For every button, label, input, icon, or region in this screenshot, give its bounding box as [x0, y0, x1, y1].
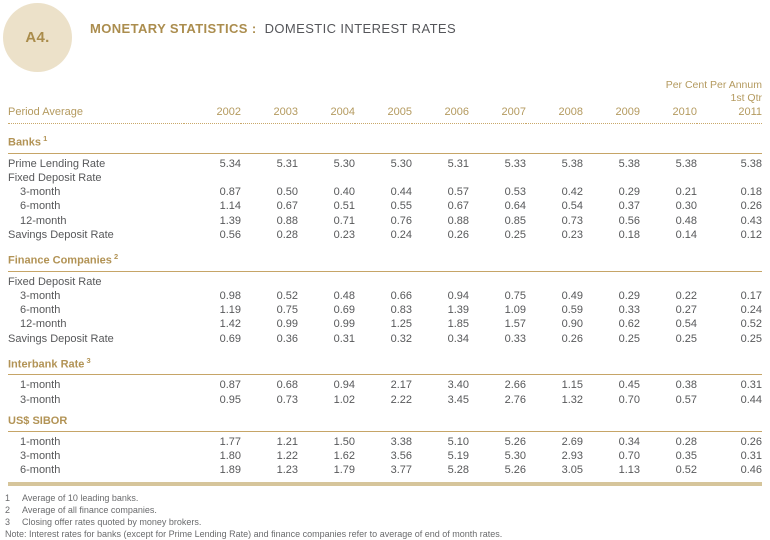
value-cell: 1.14 [219, 200, 241, 213]
value-cell: 0.21 [675, 186, 697, 199]
footnote-reference: 2 [111, 252, 119, 262]
row-label: 3-month [20, 289, 61, 302]
value-cell: 0.26 [561, 332, 583, 345]
value-cell: 0.48 [333, 289, 355, 302]
value-cell: 0.52 [276, 289, 298, 302]
value-cell: 0.87 [219, 186, 241, 199]
value-cell [241, 171, 298, 185]
table-area [8, 79, 762, 486]
value-cell: 0.70 [618, 393, 640, 406]
section-header-row [8, 124, 762, 154]
section-header-row [8, 242, 762, 271]
value-cell: 0.69 [219, 332, 241, 345]
value-cell: 0.48 [675, 214, 697, 227]
value-cell: 3.40 [447, 379, 469, 392]
value-cell: 0.75 [504, 289, 526, 302]
value-cell: 1.32 [561, 393, 583, 406]
value-cell: 0.29 [618, 186, 640, 199]
value-cell: 0.31 [740, 450, 762, 463]
value-cell [412, 271, 469, 289]
value-cell: 0.68 [276, 379, 298, 392]
value-cell: 0.26 [740, 435, 762, 448]
value-cell: 1.39 [219, 214, 241, 227]
value-cell: 5.30 [390, 157, 412, 170]
value-cell: 5.19 [447, 450, 469, 463]
footnotes-block [5, 492, 762, 540]
section-header-row [8, 346, 762, 375]
footnote-reference: 1 [41, 134, 48, 144]
section-header-row [8, 407, 762, 432]
value-cell: 1.85 [447, 318, 469, 331]
year-header-2002: 2002 [184, 105, 241, 124]
table-row [8, 289, 762, 303]
value-cell: 0.83 [390, 304, 412, 317]
rates-table-body [8, 124, 762, 478]
value-cell: 0.54 [675, 318, 697, 331]
value-cell: 0.28 [675, 435, 697, 448]
year-header-2008: 2008 [526, 105, 583, 124]
value-cell: 1.80 [219, 450, 241, 463]
value-cell [241, 271, 298, 289]
footnotes-list [5, 492, 762, 528]
value-cell: 5.38 [618, 157, 640, 170]
table-row [8, 171, 762, 185]
value-cell: 5.38 [675, 157, 697, 170]
value-cell [583, 271, 640, 289]
value-cell: 5.10 [447, 435, 469, 448]
value-cell: 5.28 [447, 464, 469, 477]
value-cell: 5.33 [504, 157, 526, 170]
row-label: 12-month [20, 318, 67, 331]
value-cell: 0.94 [333, 379, 355, 392]
footnote-number: 2 [5, 505, 11, 516]
value-cell [697, 171, 762, 185]
year-header-2003: 2003 [241, 105, 298, 124]
value-cell: 1.02 [333, 393, 355, 406]
value-cell [697, 271, 762, 289]
value-cell: 0.67 [276, 200, 298, 213]
value-cell: 0.69 [333, 304, 355, 317]
value-cell [355, 271, 412, 289]
value-cell: 0.28 [276, 228, 298, 241]
table-row [8, 271, 762, 289]
value-cell: 1.13 [618, 464, 640, 477]
value-cell: 0.30 [675, 200, 697, 213]
value-cell: 1.15 [561, 379, 583, 392]
table-row [8, 317, 762, 331]
section-title: Finance Companies $^2$ [8, 242, 762, 271]
value-cell [184, 171, 241, 185]
note-line: Note: Interest rates for banks (except for Prime Lending Rate) and finance companies refer to average of end of month rates. [5, 529, 503, 540]
value-cell: 0.57 [447, 186, 469, 199]
value-cell: 0.38 [675, 379, 697, 392]
value-cell: 0.24 [390, 228, 412, 241]
first-quarter-label: 1st Qtr [730, 92, 762, 104]
table-row [8, 199, 762, 213]
value-cell: 0.17 [740, 289, 762, 302]
row-label: 1-month [20, 379, 61, 392]
value-cell: 0.64 [504, 200, 526, 213]
value-cell: 0.46 [740, 464, 762, 477]
value-cell: 0.71 [333, 214, 355, 227]
interest-rates-table [8, 105, 762, 477]
value-cell: 2.66 [504, 379, 526, 392]
value-cell: 1.19 [219, 304, 241, 317]
value-cell: 0.31 [333, 332, 355, 345]
value-cell: 0.73 [276, 393, 298, 406]
value-cell: 0.49 [561, 289, 583, 302]
value-cell: 0.25 [740, 332, 762, 345]
value-cell: 0.59 [561, 304, 583, 317]
value-cell: 0.56 [618, 214, 640, 227]
value-cell: 0.42 [561, 186, 583, 199]
value-cell: 0.22 [675, 289, 697, 302]
value-cell: 0.27 [675, 304, 697, 317]
value-cell: 0.37 [618, 200, 640, 213]
footnote-number: 1 [5, 493, 11, 504]
value-cell: 0.56 [219, 228, 241, 241]
units-block [8, 79, 762, 105]
row-label: Savings Deposit Rate [8, 228, 114, 241]
table-number-label: A4. [25, 29, 50, 46]
row-label: Fixed Deposit Rate [8, 172, 102, 185]
value-cell: 0.70 [618, 450, 640, 463]
period-average-header: Period Average [8, 105, 184, 124]
value-cell: 0.44 [390, 186, 412, 199]
table-row [8, 153, 762, 171]
value-cell: 5.31 [276, 157, 298, 170]
value-cell: 2.69 [561, 435, 583, 448]
footnote-text: Average of all finance companies. [22, 505, 157, 516]
value-cell: 5.26 [504, 464, 526, 477]
year-header-2004: 2004 [298, 105, 355, 124]
value-cell: 0.14 [675, 228, 697, 241]
row-label: Savings Deposit Rate [8, 332, 114, 345]
value-cell: 0.55 [390, 200, 412, 213]
value-cell: 1.89 [219, 464, 241, 477]
value-cell: 0.25 [675, 332, 697, 345]
value-cell: 0.52 [740, 318, 762, 331]
table-row [8, 449, 762, 463]
footnote-number: 3 [5, 517, 11, 528]
value-cell [355, 171, 412, 185]
value-cell: 0.50 [276, 186, 298, 199]
table-bottom-rule [8, 482, 762, 486]
value-cell: 5.34 [219, 157, 241, 170]
section-title: Interbank Rate $^3$ [8, 346, 762, 375]
value-cell: 3.56 [390, 450, 412, 463]
value-cell: 0.35 [675, 450, 697, 463]
value-cell: 3.38 [390, 435, 412, 448]
value-cell: 5.38 [740, 157, 762, 170]
table-row [8, 214, 762, 228]
title-category: MONETARY STATISTICS : [90, 21, 257, 36]
value-cell: 0.26 [447, 228, 469, 241]
value-cell: 0.31 [740, 379, 762, 392]
footnote [5, 492, 762, 504]
table-row [8, 228, 762, 242]
value-cell: 0.54 [561, 200, 583, 213]
value-cell: 1.50 [333, 435, 355, 448]
value-cell: 1.62 [333, 450, 355, 463]
year-header-2006: 2006 [412, 105, 469, 124]
year-header-2009: 2009 [583, 105, 640, 124]
value-cell: 1.25 [390, 318, 412, 331]
page-header [0, 0, 770, 75]
value-cell: 0.95 [219, 393, 241, 406]
footnote [5, 504, 762, 516]
table-header-row [8, 105, 762, 124]
value-cell [526, 271, 583, 289]
value-cell: 0.52 [675, 464, 697, 477]
value-cell: 0.33 [504, 332, 526, 345]
value-cell: 0.87 [219, 379, 241, 392]
value-cell: 1.09 [504, 304, 526, 317]
value-cell: 0.25 [618, 332, 640, 345]
value-cell: 0.32 [390, 332, 412, 345]
value-cell: 0.23 [561, 228, 583, 241]
footnote-text: Closing offer rates quoted by money brokers. [22, 517, 202, 528]
value-cell: 5.38 [561, 157, 583, 170]
value-cell [184, 271, 241, 289]
value-cell: 0.45 [618, 379, 640, 392]
value-cell: 0.90 [561, 318, 583, 331]
row-label: 12-month [20, 214, 67, 227]
value-cell: 0.43 [740, 214, 762, 227]
footnote-reference: 3 [84, 355, 91, 365]
value-cell: 1.22 [276, 450, 298, 463]
value-cell: 0.85 [504, 214, 526, 227]
title-subject: DOMESTIC INTEREST RATES [264, 21, 457, 36]
value-cell: 0.53 [504, 186, 526, 199]
unit-label: Per Cent Per Annum [665, 79, 762, 91]
value-cell: 2.22 [390, 393, 412, 406]
value-cell: 0.34 [618, 435, 640, 448]
value-cell: 1.42 [219, 318, 241, 331]
value-cell: 5.30 [504, 450, 526, 463]
value-cell [298, 271, 355, 289]
value-cell: 0.88 [276, 214, 298, 227]
page-title [90, 21, 456, 36]
value-cell [640, 171, 697, 185]
row-label: 3-month [20, 450, 61, 463]
table-row [8, 375, 762, 393]
value-cell [526, 171, 583, 185]
value-cell: 0.24 [740, 304, 762, 317]
year-header-2005: 2005 [355, 105, 412, 124]
row-label: 6-month [20, 304, 61, 317]
table-row [8, 303, 762, 317]
value-cell: 1.39 [447, 304, 469, 317]
table-number-badge [3, 3, 72, 72]
row-label: 6-month [20, 464, 61, 477]
value-cell: 0.34 [447, 332, 469, 345]
value-cell: 0.29 [618, 289, 640, 302]
section-title: US$ SIBOR [8, 407, 762, 432]
value-cell: 0.25 [504, 228, 526, 241]
year-header-2007: 2007 [469, 105, 526, 124]
table-row [8, 463, 762, 477]
row-label: Fixed Deposit Rate [8, 275, 102, 288]
value-cell [469, 271, 526, 289]
value-cell [640, 271, 697, 289]
value-cell: 5.26 [504, 435, 526, 448]
value-cell: 0.40 [333, 186, 355, 199]
row-label: 3-month [20, 393, 61, 406]
table-row [8, 332, 762, 346]
table-row [8, 393, 762, 407]
value-cell: 0.23 [333, 228, 355, 241]
value-cell: 0.99 [276, 318, 298, 331]
value-cell: 0.33 [618, 304, 640, 317]
table-row [8, 185, 762, 199]
value-cell: 0.44 [740, 393, 762, 406]
value-cell: 5.31 [447, 157, 469, 170]
value-cell: 0.36 [276, 332, 298, 345]
value-cell: 3.05 [561, 464, 583, 477]
value-cell: 0.99 [333, 318, 355, 331]
value-cell: 0.12 [740, 228, 762, 241]
value-cell [412, 171, 469, 185]
value-cell: 1.79 [333, 464, 355, 477]
value-cell: 0.18 [618, 228, 640, 241]
value-cell [469, 171, 526, 185]
value-cell: 1.57 [504, 318, 526, 331]
value-cell: 0.75 [276, 304, 298, 317]
value-cell: 1.21 [276, 435, 298, 448]
row-label: Prime Lending Rate [8, 157, 106, 170]
value-cell: 0.73 [561, 214, 583, 227]
value-cell: 2.17 [390, 379, 412, 392]
value-cell: 2.76 [504, 393, 526, 406]
value-cell: 0.88 [447, 214, 469, 227]
row-label: 1-month [20, 435, 61, 448]
value-cell: 1.77 [219, 435, 241, 448]
table-row [8, 431, 762, 449]
section-title: Banks $^1$ [8, 124, 762, 154]
value-cell: 0.51 [333, 200, 355, 213]
value-cell: 0.62 [618, 318, 640, 331]
value-cell: 0.66 [390, 289, 412, 302]
value-cell: 0.76 [390, 214, 412, 227]
year-header-2011: 2011 [697, 105, 762, 124]
row-label: 3-month [20, 186, 61, 199]
value-cell [298, 171, 355, 185]
year-header-2010: 2010 [640, 105, 697, 124]
footnote [5, 516, 762, 528]
value-cell: 2.93 [561, 450, 583, 463]
value-cell: 3.45 [447, 393, 469, 406]
value-cell [583, 171, 640, 185]
value-cell: 0.57 [675, 393, 697, 406]
value-cell: 0.67 [447, 200, 469, 213]
value-cell: 0.18 [740, 186, 762, 199]
value-cell: 0.94 [447, 289, 469, 302]
row-label: 6-month [20, 200, 61, 213]
value-cell: 0.26 [740, 200, 762, 213]
value-cell: 0.98 [219, 289, 241, 302]
value-cell: 1.23 [276, 464, 298, 477]
footnote-text: Average of 10 leading banks. [22, 493, 139, 504]
value-cell: 3.77 [390, 464, 412, 477]
value-cell: 5.30 [333, 157, 355, 170]
